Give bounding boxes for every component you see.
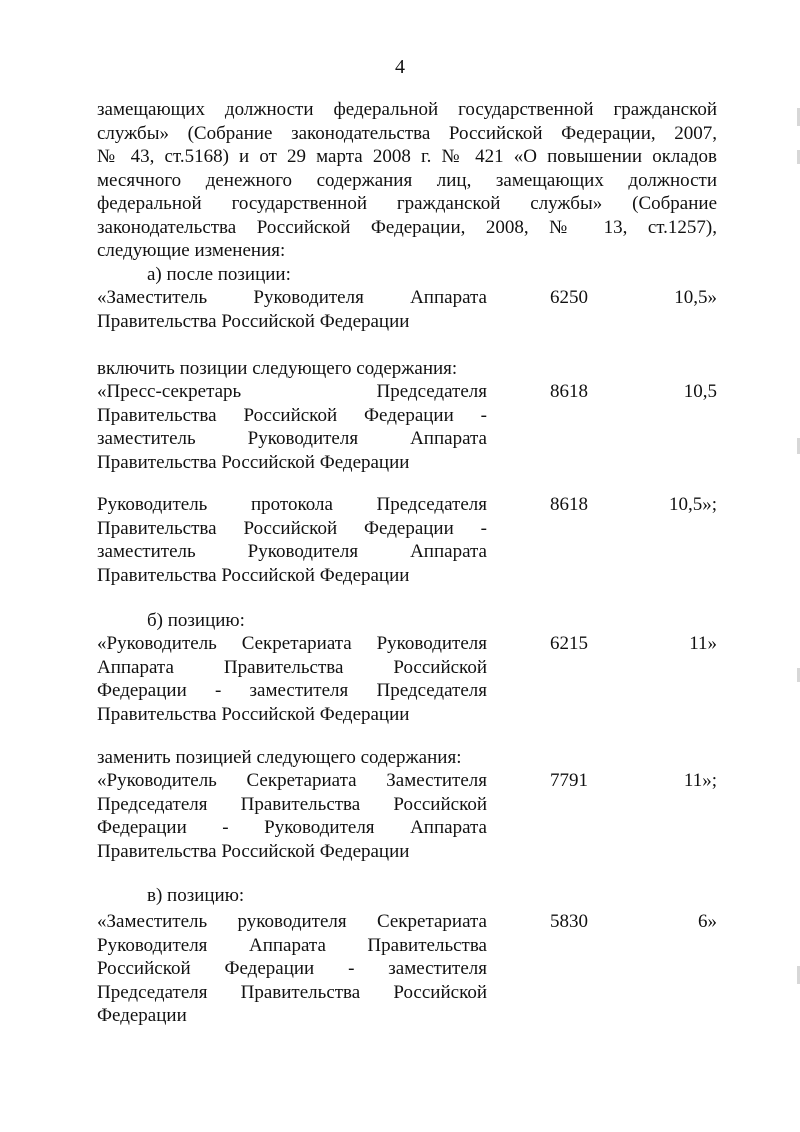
intro-line: месячного денежного содержания лиц, замещающих должности bbox=[97, 169, 717, 191]
page-number: 4 bbox=[395, 56, 405, 78]
position-line: «Пресс-секретарь Председателя bbox=[97, 381, 487, 402]
position-coefficient: 10,5» bbox=[674, 287, 717, 308]
position-number: 6250 bbox=[550, 287, 588, 308]
position-line: Федерации - Руководителя Аппарата bbox=[97, 817, 487, 838]
position-title bbox=[97, 632, 487, 726]
position-line: Федерации - заместителя Председателя bbox=[97, 680, 487, 701]
position-coefficient: 11»; bbox=[683, 770, 717, 791]
label-v: в) позицию: bbox=[147, 885, 245, 906]
position-line: Правительства Российской Федерации bbox=[97, 840, 410, 862]
intro-line: следующие изменения: bbox=[97, 240, 286, 261]
label-replace: заменить позицией следующего содержания: bbox=[97, 747, 462, 768]
position-line: Председателя Правительства Российской bbox=[97, 981, 487, 1003]
position-line: «Заместитель руководителя Секретариата bbox=[97, 911, 487, 932]
position-line: Правительства Российской Федерации - bbox=[97, 404, 487, 426]
position-line: Правительства Российской Федерации bbox=[97, 451, 410, 473]
position-coefficient: 11» bbox=[689, 633, 717, 654]
position-line: Правительства Российской Федерации bbox=[97, 703, 410, 725]
position-line: заместитель Руководителя Аппарата bbox=[97, 541, 487, 562]
position-number: 8618 bbox=[550, 494, 588, 515]
intro-line: федеральной государственной гражданской службы» (Собрание bbox=[97, 193, 717, 214]
position-number: 6215 bbox=[550, 633, 588, 654]
intro-line: законодательства Российской Федерации, 2008, № 13, ст.1257), bbox=[97, 216, 717, 238]
intro-line: № 43, ст.5168) и от 29 марта 2008 г. № 421 «О повышении окладов bbox=[97, 146, 717, 167]
position-line: Российской Федерации - заместителя bbox=[97, 958, 487, 979]
position-title bbox=[97, 286, 487, 333]
position-title bbox=[97, 769, 487, 863]
position-line: «Руководитель Секретариата Руководителя bbox=[97, 633, 487, 654]
label-a: а) после позиции: bbox=[147, 264, 291, 285]
position-number: 5830 bbox=[550, 911, 588, 932]
position-coefficient: 10,5»; bbox=[668, 494, 717, 515]
intro-line: замещающих должности федеральной государственной гражданской bbox=[97, 99, 717, 120]
position-line: Руководитель протокола Председателя bbox=[97, 494, 487, 515]
position-line: Аппарата Правительства Российской bbox=[97, 656, 487, 678]
position-coefficient: 6» bbox=[698, 911, 717, 932]
label-b: б) позицию: bbox=[147, 610, 245, 631]
intro-line: службы» (Собрание законодательства Российской Федерации, 2007, bbox=[97, 122, 717, 144]
position-title bbox=[97, 380, 487, 474]
position-line: Председателя Правительства Российской bbox=[97, 793, 487, 815]
position-line: заместитель Руководителя Аппарата bbox=[97, 428, 487, 449]
label-include: включить позиции следующего содержания: bbox=[97, 358, 458, 379]
position-line: Правительства Российской Федерации bbox=[97, 564, 410, 586]
position-number: 8618 bbox=[550, 381, 588, 402]
position-line: Правительства Российской Федерации bbox=[97, 310, 410, 332]
position-line: «Руководитель Секретариата Заместителя bbox=[97, 770, 487, 791]
position-line: Руководителя Аппарата Правительства bbox=[97, 934, 487, 956]
position-line: Федерации bbox=[97, 1005, 187, 1026]
position-title bbox=[97, 910, 487, 1028]
position-line: «Заместитель Руководителя Аппарата bbox=[97, 287, 487, 308]
position-number: 7791 bbox=[550, 770, 588, 791]
position-line: Правительства Российской Федерации - bbox=[97, 517, 487, 539]
position-title bbox=[97, 493, 487, 587]
intro-paragraph bbox=[97, 98, 717, 263]
position-coefficient: 10,5 bbox=[683, 381, 717, 402]
